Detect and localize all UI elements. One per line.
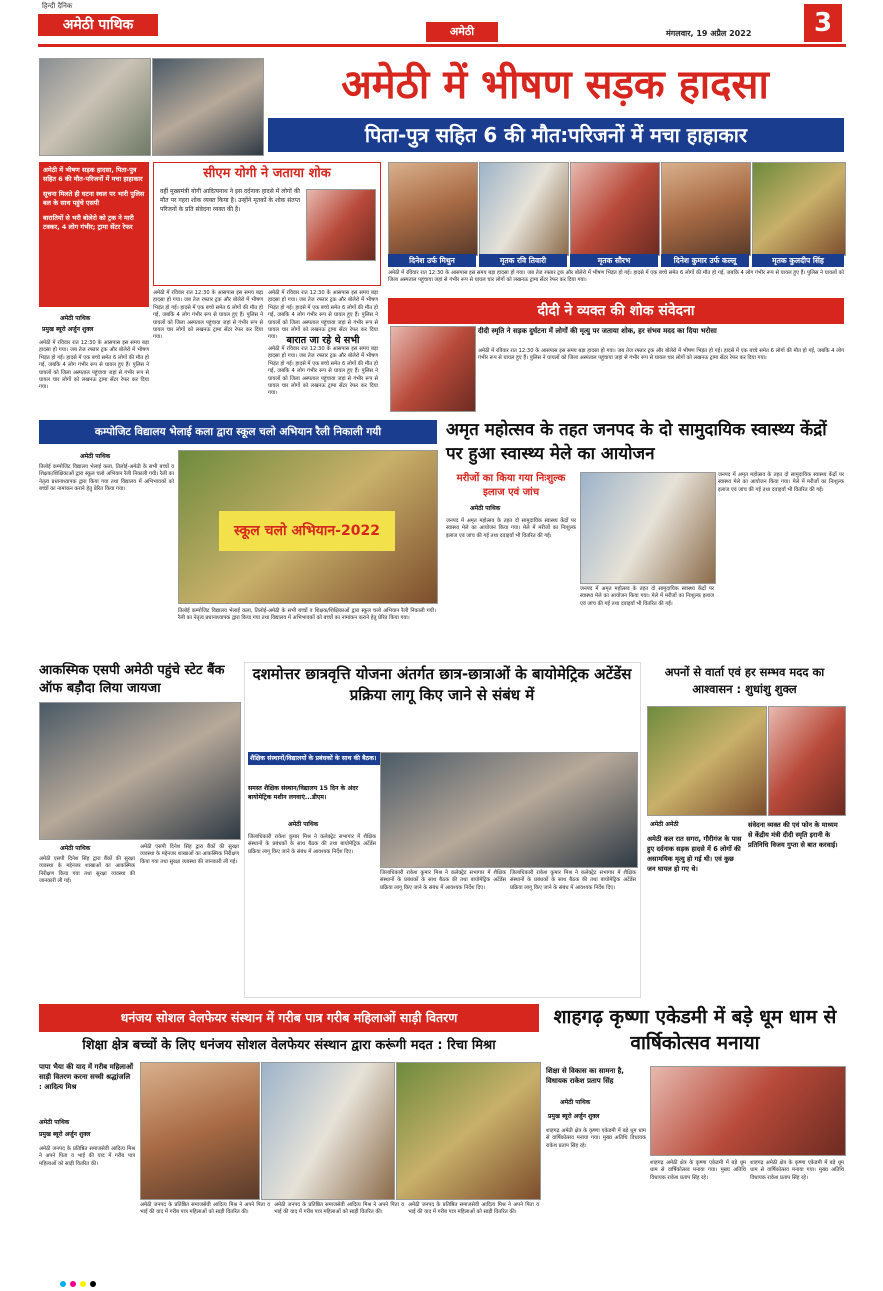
barat-subhead: बारात जा रहे थे सभी xyxy=(286,335,360,346)
lead-subhead: पिता-पुत्र सहित 6 की मौत:परिजनों में मचा हाहाकार xyxy=(268,118,844,152)
section-label: अमेठी xyxy=(426,22,498,42)
lead-highlights xyxy=(39,162,149,307)
print-registration-marks xyxy=(60,1272,840,1280)
bank-dateline: अमेठी पाथिक xyxy=(60,845,91,852)
school-dateline: अमेठी पाथिक xyxy=(80,453,111,460)
scholarship-kicker-1: शैक्षिक संस्थानों/विद्यालयों के प्रबंधकों के साथ की बैठक। xyxy=(248,752,380,765)
school-headline: कम्पोजिट विद्यालय भेलाई कला द्वारा स्कूल चलो अभियान रैली निकाली गयी xyxy=(39,420,437,444)
brand-small: हिन्दी दैनिक xyxy=(42,2,73,10)
highlight-item: बारातियों से भरी बोलेरो को ट्रक ने मारी टक्कर, 4 लोग गंभीर; ट्रामा सेंटर रेफर xyxy=(43,214,134,231)
school-body-2: तिलोई कम्पोजिट विद्यालय भेलाई कला, तिलोई-अमेठी के सभी बच्चों व शिक्षक/शिक्षिकाओं द्वारा स्कूल चलो अभियान रैली निकाली गयी। रैली का नेतृत्व प्रधानाध्यापक द्वारा किया गया तथा विद्यालय में अभिभावकों को बच्चों का नामांकन कराने हेतु प्रेरित किया गया। xyxy=(178,608,436,622)
lead-byline: प्रमुख ब्यूरो अर्जुन शुक्ल xyxy=(42,326,94,333)
masthead-rule xyxy=(38,44,846,47)
health-photo-1 xyxy=(580,472,716,584)
assurance-dateline: अमेठी अमेठी xyxy=(650,821,679,828)
victim-caption: मृतक सौरभ xyxy=(570,254,658,267)
scholarship-dateline: अमेठी पाथिक xyxy=(288,821,319,828)
scholarship-photo xyxy=(380,752,638,868)
barat-body: अमेठी में रविवार रात 12:30 के आसपास इस समय बड़ा हादसा हो गया। जब तेज रफ्तार ट्रक और बोलेरो में भीषण भिड़ंत हो गई। हादसे में एक बच्चे समेत 6 लोगों की मौत हो गई, जबकि 4 लोग गंभीर रूप से घायल हुए हैं। पुलिस ने घायलों को जिला अस्पताल पहुंचाया जहां से गंभीर रूप से घायल चार लोगों को लखनऊ ट्रामा सेंटर रेफर कर दिया गया। xyxy=(268,346,378,397)
school-body: तिलोई कम्पोजिट विद्यालय भेलाई कला, तिलोई-अमेठी के सभी बच्चों व शिक्षक/शिक्षिकाओं द्वारा स्कूल चलो अभियान रैली निकाली गयी। रैली का नेतृत्व प्रधानाध्यापक द्वारा किया गया तथा विद्यालय में अभिभावकों को बच्चों का नामांकन कराने हेतु प्रेरित किया गया। xyxy=(39,464,174,493)
accident-photo-2 xyxy=(152,58,264,156)
assurance-photo-1 xyxy=(647,706,767,816)
health-headline: अमृत महोत्सव के तहत जनपद के दो सामुदायिक स्वास्थ्य केंद्रों पर हुआ स्वास्थ्य मेले का आयोजन xyxy=(446,420,827,464)
health-body: जनपद में अमृत महोत्सव के तहत दो सामुदायिक स्वास्थ्य केंद्रों पर स्वास्थ्य मेले का आयोजन किया गया। मेले में मरीजों का निःशुल्क इलाज एवं जांच की गई तथा दवाइयाँ भी वितरित की गईं। xyxy=(446,518,576,539)
saree-headline: धनंजय सोशल वेलफेयर संस्थान में गरीब पात्र गरीब महिलाओं साड़ी वितरण xyxy=(39,1004,539,1032)
page-number: 3 xyxy=(804,4,842,42)
victim-caption: दिनेश उर्फ मिथुन xyxy=(388,254,476,267)
victim-photo-2 xyxy=(479,162,569,256)
saree-body-3: अमेठी जनपद के प्रतिष्ठित समाजसेवी आदित्य मिश्र ने अपने पिता व भाई की याद में गरीब पात्र महिलाओं को साड़ी वितरित की। xyxy=(274,1202,404,1216)
victim-photo-3 xyxy=(570,162,660,256)
smriti-photo xyxy=(390,326,476,412)
saree-byline: प्रमुख ब्यूरो अर्जुन शुक्ल xyxy=(39,1131,91,1138)
lead-body: अमेठी में रविवार रात 12:30 के आसपास इस समय बड़ा हादसा हो गया। जब तेज रफ्तार ट्रक और बोलेरो में भीषण भिड़ंत हो गई। हादसे में एक बच्चे समेत 6 लोगों की मौत हो गई, जबकि 4 लोग गंभीर रूप से घायल हुए हैं। पुलिस ने घायलों को जिला अस्पताल पहुंचाया जहां से गंभीर रूप से घायल चार लोगों को लखनऊ ट्रामा सेंटर रेफर कर दिया गया। xyxy=(39,340,149,391)
saree-photo-1 xyxy=(140,1062,260,1200)
victim-photo-4 xyxy=(661,162,751,256)
saree-body-4: अमेठी जनपद के प्रतिष्ठित समाजसेवी आदित्य मिश्र ने अपने पिता व भाई की याद में गरीब पात्र महिलाओं को साड़ी वितरित की। xyxy=(408,1202,539,1216)
scholarship-body: जिलाधिकारी राकेश कुमार मिश्र ने कलेक्ट्रेट सभागार में शैक्षिक संस्थानों के प्रबंधकों के साथ बैठक की तथा बायोमेट्रिक अटेंडेंस प्रक्रिया लागू किए जाने के संबंध में आवश्यक निर्देश दिए। xyxy=(248,834,376,855)
cm-box xyxy=(153,162,381,286)
saree-side-head: पापा भैया की याद में गरीब महिलाओं साड़ी वितरण करना सच्ची श्रद्धांजलि : आदित्य मिश्र xyxy=(39,1063,134,1091)
lead-body-2: अमेठी में रविवार रात 12:30 के आसपास इस समय बड़ा हादसा हो गया। जब तेज रफ्तार ट्रक और बोलेरो में भीषण भिड़ंत हो गई। हादसे में एक बच्चे समेत 6 लोगों की मौत हो गई, जबकि 4 लोग गंभीर रूप से घायल हुए हैं। पुलिस ने घायलों को जिला अस्पताल पहुंचाया जहां से गंभीर रूप से घायल चार लोगों को लखनऊ ट्रामा सेंटर रेफर कर दिया गया। xyxy=(153,290,263,341)
academy-byline: प्रमुख ब्यूरो अर्जुन शुक्ल xyxy=(548,1113,600,1120)
health-subhead: मरीजों का किया गया निःशुल्क इलाज एवं जांच xyxy=(456,473,566,498)
lead-headline: अमेठी में भीषण सड़क हादसा xyxy=(341,62,769,108)
saree-subhead: शिक्षा क्षेत्र बच्चों के लिए धनंजय सोशल वेलफेयर संस्थान द्वारा करूंगी मदत : रिचा मिश्रा xyxy=(82,1038,496,1053)
victim-caption: मृतक कुलदीप सिंह xyxy=(752,254,844,267)
academy-kicker: शिक्षा से विकास का सामना है, विधायक राकेश प्रताप सिंह xyxy=(546,1067,624,1085)
assurance-body: अमेठी कल रात सगरा, गौरीगंज के पास हुए दर्दनाक सड़क हादसे में 6 लोगों की असामयिक मृत्यु हो गई थी। एवं कुछ जन घायल हो गए थे। xyxy=(647,835,742,873)
lead-body-3: अमेठी में रविवार रात 12:30 के आसपास इस समय बड़ा हादसा हो गया। जब तेज रफ्तार ट्रक और बोलेरो में भीषण भिड़ंत हो गई। हादसे में एक बच्चे समेत 6 लोगों की मौत हो गई, जबकि 4 लोग गंभीर रूप से घायल हुए हैं। पुलिस ने घायलों को जिला अस्पताल पहुंचाया जहां से गंभीर रूप से घायल चार लोगों को लखनऊ ट्रामा सेंटर रेफर कर दिया गया। xyxy=(268,290,378,341)
victims-body: अमेठी में रविवार रात 12:30 के आसपास इस समय बड़ा हादसा हो गया। जब तेज रफ्तार ट्रक और बोलेरो में भीषण भिड़ंत हो गई। हादसे में एक बच्चे समेत 6 लोगों की मौत हो गई, जबकि 4 लोग गंभीर रूप से घायल हुए हैं। पुलिस ने घायलों को जिला अस्पताल पहुंचाया जहां से गंभीर रूप से घायल चार लोगों को लखनऊ ट्रामा सेंटर रेफर कर दिया गया। xyxy=(388,270,844,284)
highlight-item: अमेठी में भीषण सड़क हादसा, पिता-पुत्र सहित 6 की मौत-परिजनों में मचा हाहाकार xyxy=(43,166,143,183)
cm-box-text: वहीं मुख्यमंत्री योगी आदित्यनाथ ने इस दर्दनाक हादसे में लोगों की मौत पर गहरा शोक व्यक्त किया है। उन्होंने मृतकों के शोक संतप्त परिजनों के प्रति संवेदना व्यक्त की है। xyxy=(160,188,300,213)
smriti-title: दीदी ने व्यक्त की शोक संवेदना xyxy=(388,298,844,324)
assurance-photo-2 xyxy=(768,706,846,816)
bank-body-2: अमेठी एसपी दिनेश सिंह द्वारा बैंकों की सुरक्षा व्यवस्था के मद्देनजर शाखाओं का आकस्मिक निरीक्षण किया गया तथा सुरक्षा व्यवस्था की जानकारी ली गई। xyxy=(140,844,239,865)
academy-headline: शाहगढ़ कृष्णा एकेडमी में बड़े धूम धाम से वार्षिकोत्सव मनाया xyxy=(553,1006,837,1054)
bank-body: अमेठी एसपी दिनेश सिंह द्वारा बैंकों की सुरक्षा व्यवस्था के मद्देनजर शाखाओं का आकस्मिक निरीक्षण किया गया तथा सुरक्षा व्यवस्था की जानकारी ली गई। xyxy=(39,856,135,885)
assurance-quote: संवेदना व्यक्त की एवं फोन के माध्यम से केंद्रीय मंत्री दीदी स्मृति इरानी के प्रतिनिधि विजय गुप्ता से बात करवाई। xyxy=(748,821,838,849)
lead-dateline: अमेठी पाथिक xyxy=(60,315,91,322)
academy-body: शाहगढ़ अमेठी क्षेत्र के कृष्णा एकेडमी में बड़े धूम धाम से वार्षिकोत्सव मनाया गया। मुख्य अतिथि विधायक राकेश प्रताप सिंह रहे। xyxy=(546,1128,646,1149)
highlight-item: सूचना मिलते ही घटना स्थल पर भारी पुलिस बल के साथ पहुंचे एसपी xyxy=(43,190,145,207)
scholarship-body-3: जिलाधिकारी राकेश कुमार मिश्र ने कलेक्ट्रेट सभागार में शैक्षिक संस्थानों के प्रबंधकों के साथ बैठक की तथा बायोमेट्रिक अटेंडेंस प्रक्रिया लागू किए जाने के संबंध में आवश्यक निर्देश दिए। xyxy=(510,870,636,891)
masthead xyxy=(38,0,846,50)
health-body-3: जनपद में अमृत महोत्सव के तहत दो सामुदायिक स्वास्थ्य केंद्रों पर स्वास्थ्य मेले का आयोजन किया गया। मेले में मरीजों का निःशुल्क इलाज एवं जांच की गई तथा दवाइयाँ भी वितरित की गईं। xyxy=(718,472,844,493)
school-banner: स्कूल चलो अभियान-2022 xyxy=(219,511,395,551)
scholarship-body-2: जिलाधिकारी राकेश कुमार मिश्र ने कलेक्ट्रेट सभागार में शैक्षिक संस्थानों के प्रबंधकों के साथ बैठक की तथा बायोमेट्रिक अटेंडेंस प्रक्रिया लागू किए जाने के संबंध में आवश्यक निर्देश दिए। xyxy=(380,870,506,891)
cm-photo xyxy=(306,189,376,261)
academy-body-2: शाहगढ़ अमेठी क्षेत्र के कृष्णा एकेडमी में बड़े धूम धाम से वार्षिकोत्सव मनाया गया। मुख्य अतिथि विधायक राकेश प्रताप सिंह रहे। xyxy=(650,1160,746,1181)
page-date: मंगलवार, 19 अप्रैल 2022 xyxy=(666,29,752,38)
assurance-headline: अपनों से वार्ता एवं हर सम्भव मदद का आश्वासन : शुधांशु शुक्ल xyxy=(664,665,825,696)
saree-dateline: अमेठी पाथिक xyxy=(39,1119,70,1126)
saree-body-2: अमेठी जनपद के प्रतिष्ठित समाजसेवी आदित्य मिश्र ने अपने पिता व भाई की याद में गरीब पात्र महिलाओं को साड़ी वितरित की। xyxy=(140,1202,270,1216)
academy-dateline: अमेठी पाथिक xyxy=(560,1099,591,1106)
victim-caption: मृतक रवि तिवारी xyxy=(479,254,567,267)
academy-photo xyxy=(650,1066,846,1156)
cm-box-title: सीएम योगी ने जताया शोक xyxy=(203,166,331,181)
smriti-body: अमेठी में रविवार रात 12:30 के आसपास इस समय बड़ा हादसा हो गया। जब तेज रफ्तार ट्रक और बोलेरो में भीषण भिड़ंत हो गई। हादसे में एक बच्चे समेत 6 लोगों की मौत हो गई, जबकि 4 लोग गंभीर रूप से घायल हुए हैं। पुलिस ने घायलों को जिला अस्पताल पहुंचाया जहां से गंभीर रूप से घायल चार लोगों को लखनऊ ट्रामा सेंटर रेफर कर दिया गया। xyxy=(478,348,844,362)
accident-photo-1 xyxy=(39,58,151,156)
health-dateline: अमेठी पाथिक xyxy=(470,505,501,512)
victim-photo-5 xyxy=(752,162,846,256)
victim-caption: दिनेश कुमार उर्फ कल्लू xyxy=(661,254,749,267)
health-body-2: जनपद में अमृत महोत्सव के तहत दो सामुदायिक स्वास्थ्य केंद्रों पर स्वास्थ्य मेले का आयोजन किया गया। मेले में मरीजों का निःशुल्क इलाज एवं जांच की गई तथा दवाइयाँ भी वितरित की गईं। xyxy=(580,586,714,607)
brand-name: अमेठी पाथिक xyxy=(38,14,158,36)
saree-body: अमेठी जनपद के प्रतिष्ठित समाजसेवी आदित्य मिश्र ने अपने पिता व भाई की याद में गरीब पात्र महिलाओं को साड़ी वितरित की। xyxy=(39,1146,135,1167)
scholarship-headline: दशमोत्तर छात्रवृत्ति योजना अंतर्गत छात्र-छात्राओं के बायोमेट्रिक अटेंडेंस प्रक्रिया लागू किए जाने से संबंध में xyxy=(252,665,632,704)
victim-photo-1 xyxy=(388,162,478,256)
smriti-subtitle: दीदी स्मृति ने सड़क दुर्घटना में लोगों की मृत्यु पर जताया शोक, हर संभव मदद का दिया भरोसा xyxy=(478,327,717,335)
bank-headline: आकस्मिक एसपी अमेठी पहुंचे स्टेट बैंक ऑफ बड़ौदा लिया जायजा xyxy=(39,663,225,696)
school-photo xyxy=(178,450,438,604)
bank-photo xyxy=(39,702,241,840)
saree-photo-2 xyxy=(261,1062,395,1200)
saree-photo-3 xyxy=(396,1062,541,1200)
academy-body-3: शाहगढ़ अमेठी क्षेत्र के कृष्णा एकेडमी में बड़े धूम धाम से वार्षिकोत्सव मनाया गया। मुख्य अतिथि विधायक राकेश प्रताप सिंह रहे। xyxy=(750,1160,844,1181)
scholarship-kicker-2: समस्त शैक्षिक संस्थान/विद्यालय 15 दिन के अंदर बायोमेट्रिक मशीन लगवाएं...डीएम। xyxy=(248,785,359,801)
